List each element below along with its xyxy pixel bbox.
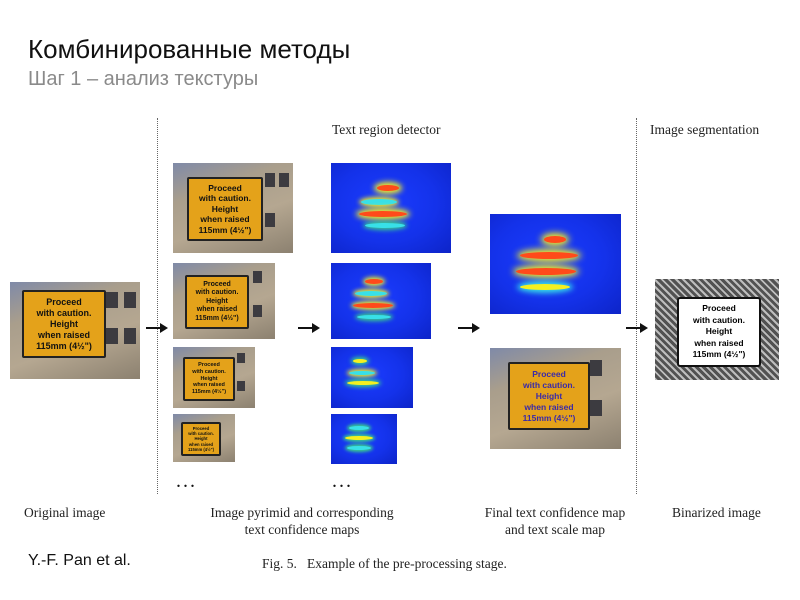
binarized-image [655,279,779,380]
confidence-map-2 [331,263,431,339]
slide-subtitle: Шаг 1 – анализ текстуры [28,68,259,90]
ellipsis-pyramid: ... [176,470,197,492]
binarized-sign: Proceed with caution. Height when raised 115mm (4½") [677,297,761,367]
label-final: Final text confidence map and text scale map [484,505,626,537]
pyramid-image-2: Proceed with caution. Height when raised 115mm (4½") [173,263,275,339]
pyramid-image-1: Proceed with caution. Height when raised 115mm (4½") [173,163,293,253]
slide-title: Комбинированные методы [28,34,351,64]
section-text-region-detector: Text region detector [332,122,441,137]
arrow-pyramid-to-maps [298,327,318,329]
ellipsis-maps: ... [332,470,353,492]
section-image-segmentation: Image segmentation [650,122,760,137]
text-scale-map: Proceed with caution. Height when raised 115mm (4½") [490,348,621,449]
original-image [10,282,140,379]
arrow-final-to-binarized [626,327,646,329]
arrow-original-to-pyramid [146,327,166,329]
label-original-image: Original image [24,505,106,520]
label-pyramid: Image pyrimid and corresponding text confidence maps [210,505,394,537]
confidence-map-1 [331,163,451,253]
label-binarized-image: Binarized image [672,505,761,520]
final-confidence-map [490,214,621,314]
arrow-maps-to-final [458,327,478,329]
figure-caption: Fig. 5. Example of the pre-processing stage. [262,556,507,571]
author-credit: Y.-F. Pan et al. [28,552,131,569]
divider-right [636,118,637,494]
confidence-map-3 [331,347,413,408]
confidence-map-4 [331,414,397,464]
divider-left [157,118,158,494]
pyramid-image-3: Proceed with caution. Height when raised 115mm (4½") [173,347,255,408]
sign: Proceed with caution. Height when raised 115mm (4½") [22,290,106,358]
pyramid-image-4: Proceed with caution. Height when raised 115mm (4½") [173,414,235,462]
